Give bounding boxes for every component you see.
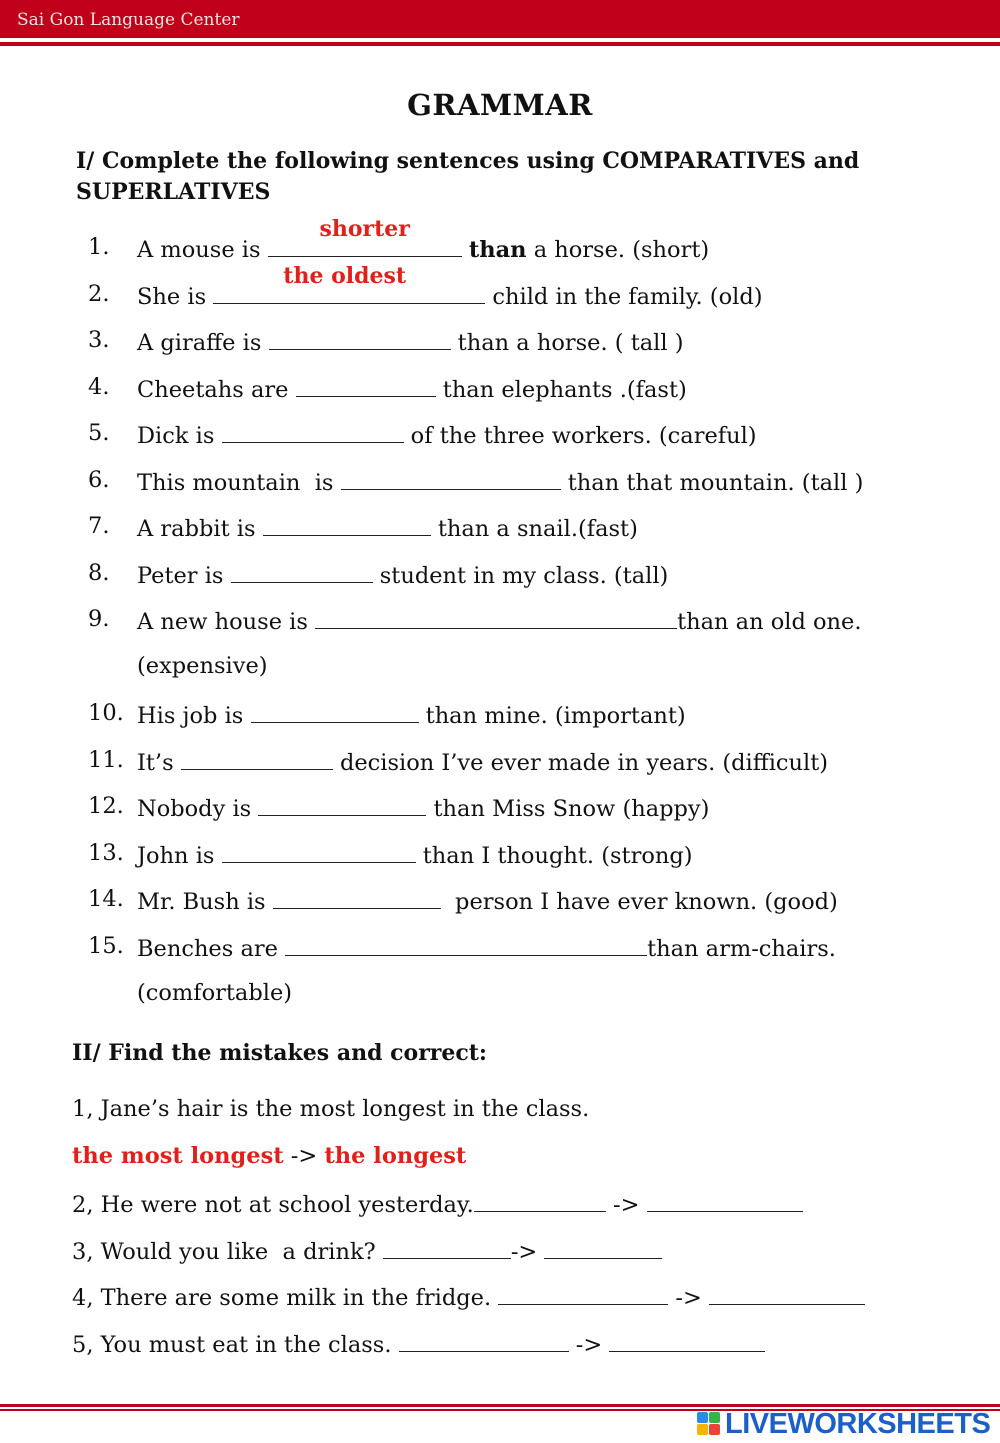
question-text-after: than a horse. ( tall ) xyxy=(450,330,684,356)
logo-text: LIVEWORKSHEETS xyxy=(725,1407,991,1440)
answer-text: shorter xyxy=(319,216,410,242)
correction-blank[interactable] xyxy=(709,1282,865,1305)
mistake-sentence: 5, You must eat in the class. xyxy=(72,1332,399,1358)
answer-blank[interactable] xyxy=(315,606,677,629)
question-number: 3. xyxy=(88,327,110,353)
question-number: 6. xyxy=(88,467,110,493)
mistake-blank[interactable] xyxy=(474,1189,606,1212)
question-number: 15. xyxy=(88,933,124,959)
arrow: -> xyxy=(283,1143,325,1169)
answer-blank[interactable] xyxy=(263,513,431,536)
question-text-after: than an old one. xyxy=(677,609,862,635)
question-text: Peter is xyxy=(137,563,224,589)
mistake-blank[interactable] xyxy=(383,1236,511,1259)
question-number: 13. xyxy=(88,840,124,866)
answer-blank[interactable] xyxy=(213,263,485,304)
question-text: His job is xyxy=(137,703,244,729)
header-rule xyxy=(0,42,1000,46)
mistake-sentence: 2, He were not at school yesterday. xyxy=(72,1192,474,1218)
correction-blank[interactable] xyxy=(647,1189,803,1212)
mistake-row-2 xyxy=(72,1189,803,1218)
question-text-after: than that mountain. (tall ) xyxy=(560,470,864,496)
question-number: 8. xyxy=(88,560,110,586)
question-number: 4. xyxy=(88,374,110,400)
question-text-after: than I thought. (strong) xyxy=(415,843,693,869)
question-text-bold: than xyxy=(468,237,527,263)
answer-blank[interactable] xyxy=(269,327,451,350)
mistake-row-4 xyxy=(72,1282,865,1311)
question-text-after: than Miss Snow (happy) xyxy=(426,796,710,822)
question-text: A mouse is xyxy=(137,237,261,263)
question-text: John is xyxy=(137,843,215,869)
question-text-after: than mine. (important) xyxy=(418,703,686,729)
answer-blank[interactable] xyxy=(296,374,436,397)
question-text: It’s xyxy=(137,750,174,776)
question-text: A rabbit is xyxy=(137,516,256,542)
mistake-example-answer xyxy=(72,1143,466,1169)
section1-heading-line1: I/ Complete the following sentences using COMPARATIVES and xyxy=(76,148,860,174)
question-number: 5. xyxy=(88,420,110,446)
question-text-after: person I have ever known. (good) xyxy=(440,889,838,915)
mistake-row-3 xyxy=(72,1236,662,1265)
answer-blank[interactable] xyxy=(251,700,419,723)
mistake-sentence: 3, Would you like a drink? xyxy=(72,1239,383,1265)
section2-heading: II/ Find the mistakes and correct: xyxy=(72,1040,488,1066)
question-number: 1. xyxy=(88,234,110,260)
answer-blank[interactable] xyxy=(285,933,647,956)
section1-heading xyxy=(76,146,956,208)
liveworksheets-icon xyxy=(697,1412,721,1436)
arrow: -> xyxy=(605,1192,647,1218)
question-text-after: of the three workers. (careful) xyxy=(403,423,757,449)
question-number: 14. xyxy=(88,886,124,912)
question-number: 2. xyxy=(88,281,110,307)
mistake-blank[interactable] xyxy=(399,1329,569,1352)
question-text-after: child in the family. (old) xyxy=(485,284,763,310)
question-text-after: than a snail.(fast) xyxy=(430,516,638,542)
question-text: Mr. Bush is xyxy=(137,889,266,915)
arrow: -> xyxy=(568,1332,610,1358)
question-text: (expensive) xyxy=(137,653,268,679)
question-text: A new house is xyxy=(137,609,308,635)
question-text: (comfortable) xyxy=(137,980,293,1006)
correction-blank[interactable] xyxy=(544,1236,662,1259)
question-text: This mountain is xyxy=(137,470,334,496)
mistake-row-5 xyxy=(72,1329,765,1358)
answer-text: the oldest xyxy=(283,263,407,289)
answer-blank[interactable] xyxy=(258,793,426,816)
org-name: Sai Gon Language Center xyxy=(17,10,240,30)
question-text-after: a horse. (short) xyxy=(526,237,710,263)
mistake-blank[interactable] xyxy=(498,1282,668,1305)
question-text: Nobody is xyxy=(137,796,252,822)
answer-blank[interactable] xyxy=(341,467,561,490)
answer-blank[interactable] xyxy=(273,886,441,909)
question-number: 10. xyxy=(88,700,124,726)
question-text-after: than arm-chairs. xyxy=(647,936,836,962)
correction-blank[interactable] xyxy=(609,1329,765,1352)
question-number: 12. xyxy=(88,793,124,819)
question-text: Benches are xyxy=(137,936,278,962)
question-text-after: student in my class. (tall) xyxy=(372,563,669,589)
question-text: Cheetahs are xyxy=(137,377,289,403)
example-correct-phrase: the longest xyxy=(324,1143,467,1169)
answer-blank[interactable] xyxy=(222,420,404,443)
liveworksheets-logo xyxy=(697,1408,997,1440)
mistake-example-sentence: 1, Jane’s hair is the most longest in the class. xyxy=(72,1096,590,1122)
mistake-sentence: 4, There are some milk in the fridge. xyxy=(72,1285,499,1311)
arrow: -> xyxy=(510,1239,545,1265)
answer-blank[interactable] xyxy=(181,747,333,770)
section1-heading-line2: SUPERLATIVES xyxy=(76,179,271,205)
page-title: GRAMMAR xyxy=(407,88,593,122)
question-number: 7. xyxy=(88,513,110,539)
question-text: A giraffe is xyxy=(137,330,262,356)
question-text-after: decision I’ve ever made in years. (difficult) xyxy=(332,750,829,776)
question-number: 9. xyxy=(88,606,110,632)
answer-blank[interactable] xyxy=(222,840,416,863)
answer-blank[interactable] xyxy=(268,216,462,257)
question-text: She is xyxy=(137,284,207,310)
arrow: -> xyxy=(668,1285,710,1311)
example-wrong-phrase: the most longest xyxy=(72,1143,284,1169)
question-text: Dick is xyxy=(137,423,215,449)
question-number: 11. xyxy=(88,747,124,773)
question-text-after: than elephants .(fast) xyxy=(435,377,687,403)
answer-blank[interactable] xyxy=(231,560,373,583)
